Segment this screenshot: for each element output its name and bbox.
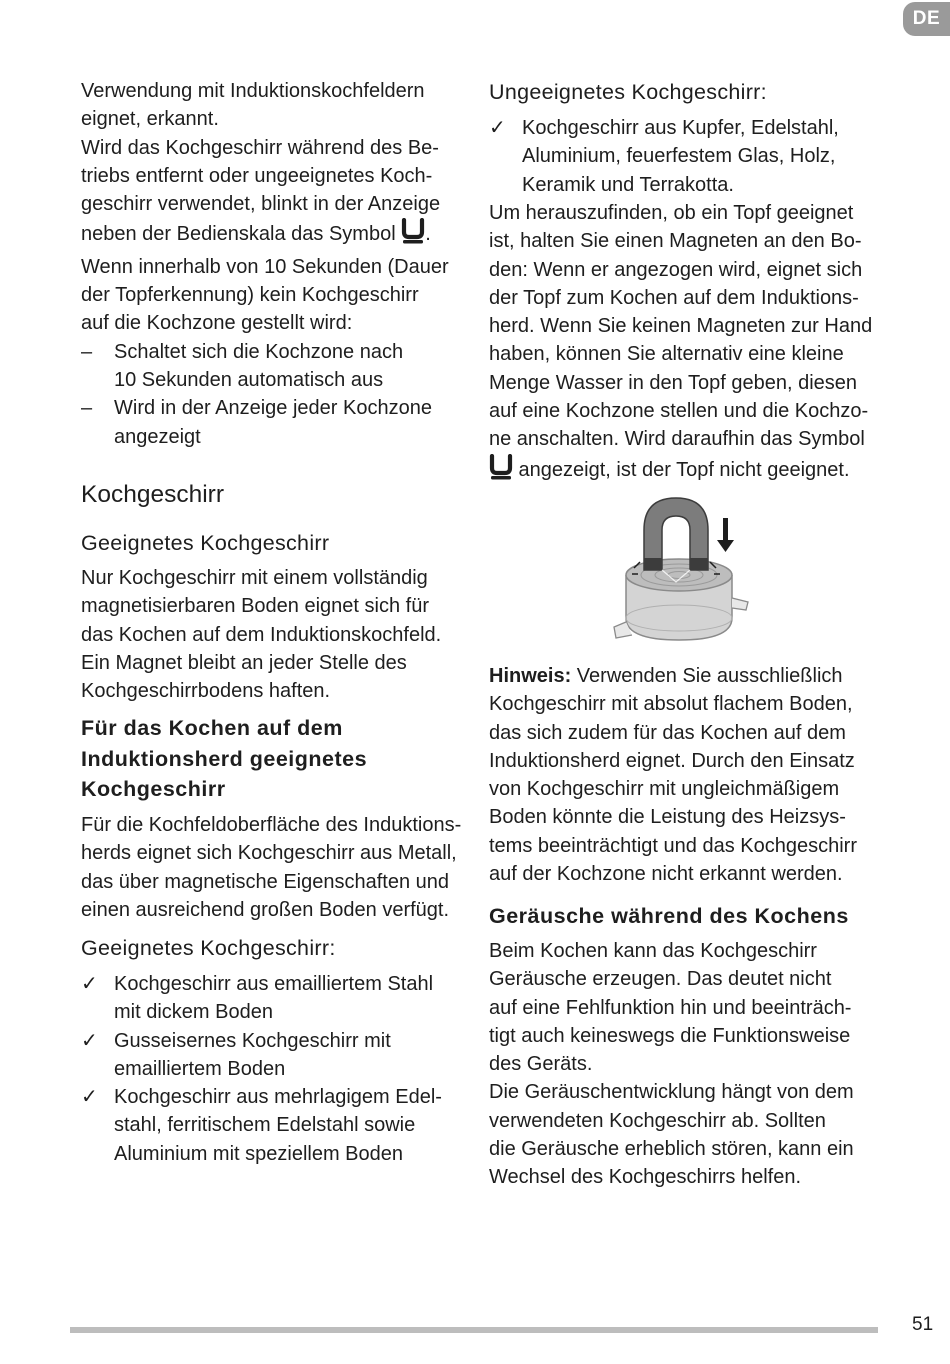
text-line: Wird das Kochgeschirr während des Be- [81,136,439,159]
check-icon: ✓ [81,1086,98,1109]
list-item [489,114,881,199]
suitable-paragraph [81,564,466,705]
text-line: tems beeinträchtigt und das Kochgeschirr [489,834,857,857]
text-line: Für die Kochfeldoberfläche des Induktions- [81,814,462,836]
text-segment: Verwenden Sie ausschließlich [571,665,843,687]
text-line: Aluminium mit speziellem Boden [114,1142,404,1165]
text-line: den: Wenn er angezogen wird, eignet sich [489,258,863,281]
suitable-list [81,970,466,1168]
text-line: von Kochgeschirr mit ungleichmäßigem [489,778,840,801]
text-line: Schaltet sich die Kochzone nach [114,340,404,363]
text-line: Verwendung mit Induktionskochfeldern [81,80,425,102]
text-line: Kochgeschirr aus emailliertem Stahl [114,973,434,995]
text-line: Wechsel des Kochgeschirrs helfen. [489,1166,802,1189]
text-segment: angezeigt, ist der Topf nicht geeignet. [513,458,850,481]
text-line: auf eine Fehlfunktion hin und beeinträch- [489,996,852,1019]
text-line: Kochgeschirr aus Kupfer, Edelstahl, [522,117,839,139]
text-line: eignet, erkannt. [81,108,219,131]
text-line: 10 Sekunden automatisch aus [114,368,384,391]
text-line: Menge Wasser in den Topf geben, diesen [489,371,858,394]
unsuitable-list [489,114,881,199]
text-line: haben, können Sie alternativ eine kleine [489,343,844,366]
text-line: mit dickem Boden [114,1001,273,1024]
list-item [81,394,466,451]
dash-list [81,338,466,451]
footer-rule [70,1327,878,1333]
section-title: Kochgeschirr [81,481,224,508]
note-paragraph [489,662,881,888]
text-line: auf der Kochzone nicht erkannt werden. [489,863,843,886]
text-line: ist, halten Sie einen Magneten an den Bo- [489,230,862,253]
heading-line: Für das Kochen auf dem [81,716,343,740]
heading-line: Kochgeschirr [81,777,226,801]
heading-line: Induktionsherd geeignetes [81,746,368,771]
list-item [81,1083,466,1168]
text-line: der Topferkennung) kein Kochgeschirr [81,284,419,307]
dash-mark: – [81,397,93,420]
text-line: des Geräts. [489,1053,593,1076]
check-icon: ✓ [81,1029,98,1052]
text-line: Beim Kochen kann das Kochgeschirr [489,940,817,962]
text-segment: . [425,223,431,246]
text-line: die Geräusche erheblich stören, kann ein [489,1138,854,1161]
text-line: triebs entfernt oder ungeeignetes Koch- [81,164,433,187]
text-line: Kochgeschirr aus mehrlagigem Edel- [114,1086,442,1109]
text-line: herd. Wenn Sie keinen Magneten zur Hand [489,315,873,338]
pot-detection-icon [489,454,513,488]
noise-paragraph [489,937,881,1192]
text-line: Geräusche erzeugen. Das deutet nicht [489,968,832,991]
text-line: einen ausreichend großen Boden verfügt. [81,898,450,921]
text-line-with-symbol [489,454,881,488]
text-line: Um herauszufinden, ob ein Topf geeignet [489,202,854,224]
text-line: Kochgeschirrbodens haften. [81,680,331,703]
pot-illustration [614,559,748,640]
text-line: der Topf zum Kochen auf dem Induktions- [489,286,859,309]
text-line: auf eine Kochzone stellen und die Kochzo- [489,400,869,423]
text-line: tigt auch keineswegs die Funktionsweise [489,1024,851,1047]
list-item [81,970,466,1027]
text-line: Induktionsherd eignet. Durch den Einsatz [489,749,855,772]
language-badge: DE [903,2,950,36]
text-line: Wenn innerhalb von 10 Sekunden (Dauer [81,255,449,278]
text-line: Die Geräuschentwicklung hängt von dem [489,1081,854,1104]
magnet-pot-illustration [604,490,754,650]
text-line: Boden könnte die Leistung des Heizsys- [489,806,846,829]
text-line: Ein Magnet bleibt an jeder Stelle des [81,651,407,674]
text-line: magnetisierbaren Boden eignet sich für [81,595,429,618]
noise-heading: Geräusche während des Kochens [489,904,849,928]
induction-paragraph [81,811,466,924]
text-segment: neben der Bedienskala das Symbol [81,223,402,246]
magnet-paragraph [489,199,881,488]
text-line: geschirr verwendet, blinkt in der Anzeige [81,193,441,216]
text-line: stahl, ferritischem Edelstahl sowie [114,1114,416,1137]
text-line: auf die Kochzone gestellt wird: [81,312,353,335]
text-line: Wird in der Anzeige jeder Kochzone [114,397,432,420]
text-line: Gusseisernes Kochgeschirr mit [114,1029,391,1052]
text-line: Keramik und Terrakotta. [522,173,734,196]
check-icon: ✓ [81,973,98,995]
text-line: das sich zudem für das Kochen auf dem [489,721,846,744]
list-item [81,1027,466,1084]
page-number: 51 [912,1314,934,1335]
suitable-heading: Geeignetes Kochgeschirr [81,531,330,555]
suitable-list-heading: Geeignetes Kochgeschirr: [81,936,336,960]
text-line: herds eignet sich Kochgeschirr aus Metall, [81,842,457,865]
check-icon: ✓ [489,117,506,139]
text-line: das über magnetische Eigenschaften und [81,870,450,893]
list-item [81,338,466,395]
text-line [489,662,881,690]
text-line: emailliertem Boden [114,1057,286,1080]
text-line-with-symbol [81,218,466,252]
text-line: ne anschalten. Wird daraufhin das Symbol [489,428,865,451]
text-line: Kochgeschirr mit absolut flachem Boden, [489,693,853,716]
note-label: Hinweis: [489,665,572,687]
induction-heading [81,713,466,805]
text-line: verwendeten Kochgeschirr ab. Sollten [489,1109,826,1132]
text-line: Nur Kochgeschirr mit einem vollständig [81,567,428,589]
text-line: das Kochen auf dem Induktionskochfeld. [81,623,442,646]
text-line: Aluminium, feuerfestem Glas, Holz, [522,145,836,168]
dash-mark: – [81,340,93,363]
pot-detection-icon [401,218,425,252]
text-line: angezeigt [114,425,201,448]
unsuitable-heading: Ungeeignetes Kochgeschirr: [489,80,767,104]
intro-paragraph [81,77,466,451]
arrow-down-icon [717,518,734,552]
